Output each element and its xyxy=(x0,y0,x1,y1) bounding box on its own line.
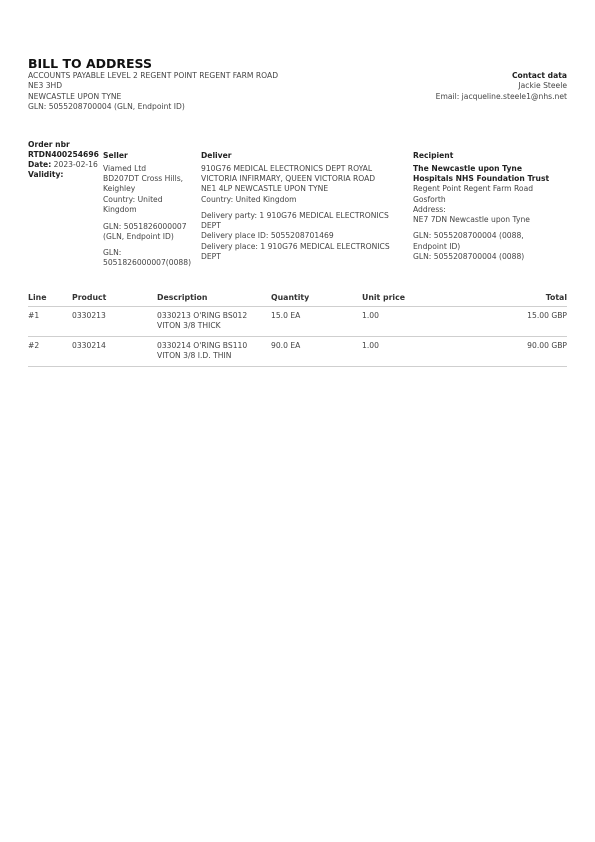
seller-country: Kingdom xyxy=(103,205,137,214)
seller-address-line: Keighley xyxy=(103,184,136,193)
row-divider xyxy=(28,366,567,367)
row-description: VITON 3/8 THICK xyxy=(157,321,221,330)
deliver-address-line: VICTORIA INFIRMARY, QUEEN VICTORIA ROAD xyxy=(201,174,376,183)
recipient-address-line: NE7 7DN Newcastle upon Tyne xyxy=(413,215,530,224)
row-divider xyxy=(28,336,567,337)
order-nbr: RTDN400254696 xyxy=(28,150,99,159)
bill-to-postcode: NE3 3HD xyxy=(28,81,63,90)
seller-gln: (GLN, Endpoint ID) xyxy=(103,232,174,241)
row-quantity: 15.0 EA xyxy=(271,311,301,320)
delivery-place: Delivery place: 1 910G76 MEDICAL ELECTRONICS xyxy=(201,242,390,251)
recipient-title: Recipient xyxy=(413,151,454,160)
col-header-product: Product xyxy=(72,293,107,302)
col-header-quantity: Quantity xyxy=(271,293,310,302)
bill-to-gln: GLN: 5055208700004 (GLN, Endpoint ID) xyxy=(28,102,185,111)
deliver-address-line: 910G76 MEDICAL ELECTRONICS DEPT ROYAL xyxy=(201,164,373,173)
seller-address-line: BD207DT Cross Hills, xyxy=(103,174,184,183)
row-unit-price: 1.00 xyxy=(362,341,379,350)
row-product: 0330213 xyxy=(72,311,106,320)
order-date-value: 2023-02-16 xyxy=(53,160,98,169)
seller-country: Country: United xyxy=(103,195,163,204)
col-header-unit-price: Unit price xyxy=(362,293,406,302)
seller-gln: 5051826000007(0088) xyxy=(103,258,192,267)
col-header-line: Line xyxy=(28,293,47,302)
row-total: 15.00 GBP xyxy=(527,311,567,320)
seller-name: Viamed Ltd xyxy=(103,164,147,173)
recipient-address-label: Address: xyxy=(413,205,446,214)
recipient-name: The Newcastle upon Tyne xyxy=(413,164,522,173)
row-line: #1 xyxy=(28,311,40,320)
row-product: 0330214 xyxy=(72,341,106,350)
contact-email: Email: jacqueline.steele1@nhs.net xyxy=(435,92,567,101)
row-quantity: 90.0 EA xyxy=(271,341,301,350)
col-header-total: Total xyxy=(545,293,567,302)
row-description: VITON 3/8 I.D. THIN xyxy=(157,351,232,360)
row-description: 0330213 O'RING BS012 xyxy=(157,311,248,320)
delivery-party: Delivery party: 1 910G76 MEDICAL ELECTRONICS xyxy=(201,211,389,220)
recipient-name: Hospitals NHS Foundation Trust xyxy=(413,174,550,183)
recipient-gln: GLN: 5055208700004 (0088) xyxy=(413,252,525,261)
delivery-place: DEPT xyxy=(201,252,221,261)
recipient-address-line: Regent Point Regent Farm Road xyxy=(413,184,534,193)
contact-title: Contact data xyxy=(511,71,567,80)
deliver-title: Deliver xyxy=(201,151,232,160)
row-unit-price: 1.00 xyxy=(362,311,379,320)
order-validity-label: Validity: xyxy=(28,170,64,179)
contact-name: Jackie Steele xyxy=(518,81,567,90)
seller-title: Seller xyxy=(103,151,128,160)
order-date xyxy=(28,160,98,170)
bill-to-city: NEWCASTLE UPON TYNE xyxy=(28,92,122,101)
order-nbr-label: Order nbr xyxy=(28,140,70,149)
recipient-address-line: Gosforth xyxy=(413,195,446,204)
table-header-divider xyxy=(28,306,567,307)
deliver-country: Country: United Kingdom xyxy=(201,195,297,204)
seller-gln: GLN: xyxy=(103,248,122,257)
row-line: #2 xyxy=(28,341,40,350)
recipient-gln: GLN: 5055208700004 (0088, xyxy=(413,231,524,240)
delivery-place-id: Delivery place ID: 5055208701469 xyxy=(201,231,334,240)
bill-to-address-line: ACCOUNTS PAYABLE LEVEL 2 REGENT POINT REGENT FARM ROAD xyxy=(28,71,279,80)
recipient-gln: Endpoint ID) xyxy=(413,242,461,251)
seller-gln: GLN: 5051826000007 xyxy=(103,222,187,231)
order-date-label: Date: xyxy=(28,160,52,169)
deliver-address-line: NE1 4LP NEWCASTLE UPON TYNE xyxy=(201,184,329,193)
row-total: 90.00 GBP xyxy=(527,341,567,350)
delivery-party: DEPT xyxy=(201,221,221,230)
col-header-description: Description xyxy=(157,293,208,302)
row-description: 0330214 O'RING BS110 xyxy=(157,341,248,350)
bill-to-title: BILL TO ADDRESS xyxy=(28,56,152,71)
